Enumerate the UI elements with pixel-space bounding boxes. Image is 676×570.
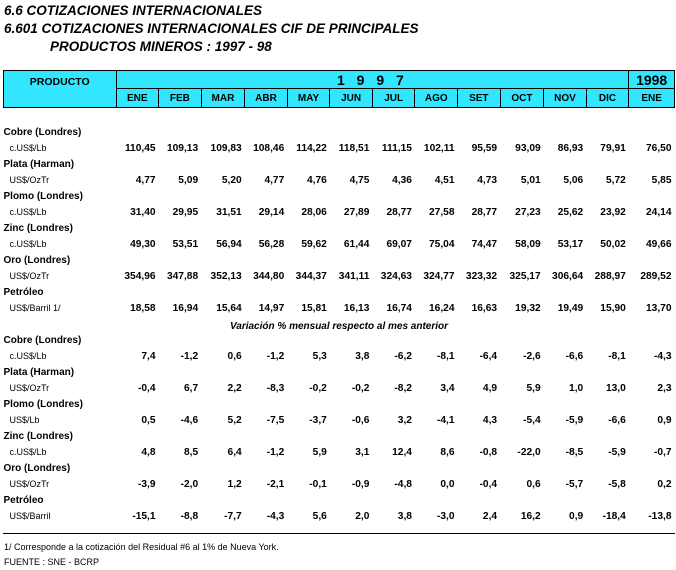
value-cell: 27,23 [515,206,541,218]
product-unit: US$/Lb [9,415,40,425]
value-cell: 341,11 [338,270,370,282]
product-values-row [4,300,675,316]
product-name: Zinc (Londres) [3,222,73,234]
value-cell: -4,3 [653,350,672,362]
value-cell: 4,77 [135,174,156,186]
notes [4,540,279,570]
product-name-row [4,188,675,204]
value-cell: 347,88 [166,270,199,282]
value-cell: 13,70 [646,302,672,314]
value-cell: 93,09 [515,142,541,154]
value-cell: 53,17 [557,238,584,250]
value-cell: -5,9 [608,446,626,458]
value-cell: -2,0 [180,478,199,490]
value-cell: 1,0 [569,382,584,394]
product-unit: c.US$/Lb [9,143,47,153]
value-cell: 59,62 [301,238,327,250]
value-cell: -0,4 [479,478,498,490]
value-cell: 2,0 [355,510,370,522]
value-cell: 14,97 [258,302,285,314]
value-cell: 31,40 [130,206,156,218]
value-cell: 18,58 [130,302,156,314]
value-cell: 5,3 [312,350,327,362]
value-cell: -8,1 [608,350,626,362]
value-cell: 16,2 [520,510,541,522]
value-cell: 19,32 [515,302,541,314]
value-cell: 102,11 [423,142,455,154]
value-cell: -0,6 [351,414,370,426]
value-cell: -7,5 [266,414,285,426]
value-cell: 50,02 [600,238,626,250]
value-cell: -2,6 [523,350,541,362]
value-cell: 29,14 [258,206,285,218]
year-1997-header: 1 9 9 7 [116,71,629,89]
product-name-row [4,156,675,172]
month-header: AGO [415,89,458,108]
value-cell: 324,77 [423,270,455,282]
product-values-row [4,444,675,460]
value-cell: -6,6 [565,350,584,362]
month-header: SET [458,89,501,108]
value-cell: 61,44 [343,238,370,250]
value-cell: 4,77 [264,174,285,186]
value-cell: -7,7 [224,510,242,522]
value-cell: -1,2 [266,446,285,458]
value-cell: -6,4 [479,350,498,362]
value-cell: 3,4 [440,382,455,394]
value-cell: 5,2 [227,414,242,426]
value-cell: 74,47 [471,238,498,250]
month-header: ABR [245,89,288,108]
value-cell: -8,3 [266,382,285,394]
value-cell: 5,09 [178,174,199,186]
value-cell: 324,63 [380,270,412,282]
value-cell: 5,06 [563,174,584,186]
value-cell: 95,59 [471,142,498,154]
value-cell: -4,3 [266,510,285,522]
month-header: MAY [287,89,330,108]
value-cell: 114,22 [296,142,327,154]
value-cell: -4,1 [436,414,455,426]
product-name: Cobre (Londres) [3,126,82,138]
value-cell: -8,5 [565,446,584,458]
value-cell: 16,74 [386,302,412,314]
value-cell: 344,37 [295,270,327,282]
product-name: Plata (Harman) [3,158,75,170]
value-cell: 0,9 [569,510,584,522]
value-cell: 27,58 [429,206,455,218]
product-header: PRODUCTO [4,71,117,108]
value-cell: 109,83 [210,142,242,154]
product-values-row [4,236,675,252]
value-cell: -0,9 [351,478,370,490]
value-cell: -5,4 [523,414,541,426]
product-name: Petróleo [3,286,44,298]
month-header: MAR [201,89,245,108]
value-cell: 4,51 [434,174,455,186]
value-cell: -4,6 [180,414,199,426]
value-cell: 27,89 [343,206,370,218]
value-cell: 2,4 [482,510,498,522]
product-name-row [4,492,675,508]
product-unit: c.US$/Lb [9,239,47,249]
product-unit: US$/OzTr [9,479,50,489]
product-name: Oro (Londres) [3,462,71,474]
value-cell: 31,51 [216,206,242,218]
value-cell: 325,17 [509,270,541,282]
product-name-row [4,396,675,412]
value-cell: 4,75 [349,174,370,186]
value-cell: 0,5 [141,414,156,426]
product-values-row [4,380,675,396]
value-cell: 4,76 [307,174,327,186]
value-cell: -5,9 [565,414,584,426]
month-header: NOV [544,89,587,108]
spacer-cell [4,108,675,125]
spacer-row [4,108,675,125]
value-cell: 1,2 [227,478,242,490]
variation-title-row [4,316,675,332]
value-cell: 5,01 [520,174,541,186]
value-cell: -5,8 [608,478,626,490]
value-cell: 16,94 [172,302,199,314]
product-name-row [4,428,675,444]
value-cell: 76,50 [646,142,672,154]
product-values-row [4,348,675,364]
product-name: Oro (Londres) [3,254,71,266]
value-cell: -8,2 [394,382,412,394]
value-cell: -13,8 [648,510,672,522]
value-cell: 0,9 [657,414,672,426]
value-cell: -0,1 [309,478,327,490]
value-cell: 3,8 [355,350,370,362]
value-cell: 0,6 [227,350,242,362]
product-values-row [4,412,675,428]
value-cell: 0,6 [526,478,541,490]
product-name: Plata (Harman) [3,366,75,378]
product-values-row [4,140,675,156]
value-cell: 53,51 [172,238,199,250]
value-cell: 109,13 [166,142,199,154]
value-cell: -0,4 [138,382,156,394]
value-cell: 86,93 [557,142,584,154]
value-cell: 15,64 [216,302,242,314]
value-cell: -2,1 [266,478,285,490]
value-cell: 0,0 [440,478,455,490]
value-cell: -3,0 [436,510,455,522]
value-cell: 15,90 [600,302,626,314]
value-cell: 0,2 [657,478,672,490]
value-cell: 29,95 [172,206,199,218]
value-cell: 23,92 [600,206,626,218]
value-cell: 19,49 [557,302,584,314]
product-unit: c.US$/Lb [9,351,47,361]
value-cell: 2,3 [657,382,672,394]
source: FUENTE : SNE - BCRP [4,557,100,567]
value-cell: 118,51 [338,142,370,154]
value-cell: -8,8 [180,510,199,522]
product-values-row [4,476,675,492]
value-cell: 16,13 [343,302,370,314]
month-header: FEB [159,89,202,108]
product-name: Plomo (Londres) [3,190,83,202]
value-cell: -18,4 [602,510,626,522]
table-subtitle: PRODUCTOS MINEROS : 1997 - 98 [50,39,272,54]
value-cell: 3,8 [397,510,412,522]
value-cell: 4,36 [392,174,412,186]
value-cell: 354,96 [124,270,156,282]
value-cell: 24,14 [646,206,672,218]
value-cell: -1,2 [180,350,199,362]
value-cell: 4,73 [477,174,498,186]
footnote: 1/ Corresponde a la cotización del Residual #6 al 1% de Nueva York. [4,542,279,552]
month-header: JUL [372,89,415,108]
product-values-row [4,204,675,220]
table-body [4,108,675,525]
value-cell: 58,09 [515,238,541,250]
value-cell: 2,2 [227,382,242,394]
value-cell: 108,46 [253,142,285,154]
product-unit: US$/OzTr [9,175,50,185]
title-block [4,2,419,56]
month-header: DIC [586,89,629,108]
value-cell: -15,1 [132,510,156,522]
value-cell: 4,9 [482,382,498,394]
month-header: OCT [500,89,544,108]
value-cell: 49,30 [130,238,156,250]
product-unit: US$/Barril [9,511,51,521]
value-cell: 8,6 [440,446,455,458]
value-cell: 16,24 [429,302,455,314]
product-name-row [4,364,675,380]
value-cell: -6,2 [394,350,412,362]
value-cell: -5,7 [565,478,584,490]
product-unit: c.US$/Lb [9,447,47,457]
value-cell: 79,91 [600,142,626,154]
value-cell: -3,7 [309,414,327,426]
value-cell: 4,8 [141,446,156,458]
section-title: 6.6 COTIZACIONES INTERNACIONALES [4,3,263,18]
value-cell: 323,32 [465,270,498,282]
value-cell: -0,8 [479,446,498,458]
value-cell: -1,2 [266,350,285,362]
value-cell: 6,7 [183,382,199,394]
value-cell: -4,8 [394,478,412,490]
product-name-row [4,220,675,236]
value-cell: 352,13 [210,270,242,282]
product-name-row [4,124,675,140]
year-1998-header: 1998 [629,71,675,89]
value-cell: -0,7 [653,446,672,458]
value-cell: 28,06 [301,206,327,218]
quotes-table [3,70,675,524]
value-cell: 8,5 [183,446,199,458]
value-cell: 75,04 [429,238,455,250]
value-cell: 5,72 [605,174,626,186]
value-cell: 69,07 [386,238,412,250]
value-cell: 288,97 [594,270,626,282]
footer-rule [3,533,675,534]
value-cell: 110,45 [124,142,156,154]
value-cell: 6,4 [227,446,242,458]
value-cell: 344,80 [253,270,285,282]
value-cell: 12,4 [392,446,412,458]
value-cell: 5,85 [651,174,672,186]
product-name-row [4,332,675,348]
product-unit: US$/OzTr [9,271,50,281]
product-unit: US$/Barril 1/ [9,303,61,313]
value-cell: 25,62 [557,206,584,218]
value-cell: -0,2 [309,382,327,394]
product-name-row [4,460,675,476]
value-cell: -3,9 [138,478,156,490]
variation-title: Variación % mensual respecto al mes anterior [229,321,449,332]
product-name: Cobre (Londres) [3,334,82,346]
product-name: Petróleo [3,494,44,506]
product-unit: c.US$/Lb [9,207,47,217]
value-cell: 13,0 [605,382,626,394]
month-header: ENE [629,89,675,108]
value-cell: 306,64 [552,270,584,282]
value-cell: 15,81 [301,302,327,314]
product-values-row [4,268,675,284]
product-unit: US$/OzTr [9,383,50,393]
value-cell: -6,6 [608,414,626,426]
value-cell: 289,52 [640,270,672,282]
value-cell: 16,63 [471,302,498,314]
product-name-row [4,284,675,300]
product-name-row [4,252,675,268]
value-cell: 4,3 [482,414,498,426]
product-name: Plomo (Londres) [3,398,83,410]
value-cell: -0,2 [351,382,370,394]
value-cell: 28,77 [386,206,412,218]
table-title: 6.601 COTIZACIONES INTERNACIONALES CIF DE PRINCIPALES [4,21,419,36]
value-cell: 3,2 [397,414,412,426]
value-cell: 5,9 [526,382,541,394]
product-values-row [4,172,675,188]
value-cell: 5,20 [221,174,242,186]
month-header: JUN [330,89,373,108]
value-cell: -8,1 [436,350,455,362]
value-cell: 3,1 [355,446,370,458]
month-header: ENE [116,89,159,108]
product-name: Zinc (Londres) [3,430,73,442]
value-cell: 28,77 [471,206,498,218]
value-cell: -22,0 [517,446,541,458]
value-cell: 56,28 [258,238,285,250]
value-cell: 111,15 [381,142,412,154]
value-cell: 7,4 [141,350,156,362]
product-values-row [4,508,675,524]
value-cell: 56,94 [216,238,242,250]
value-cell: 5,6 [312,510,327,522]
value-cell: 5,9 [312,446,327,458]
value-cell: 49,66 [646,238,672,250]
